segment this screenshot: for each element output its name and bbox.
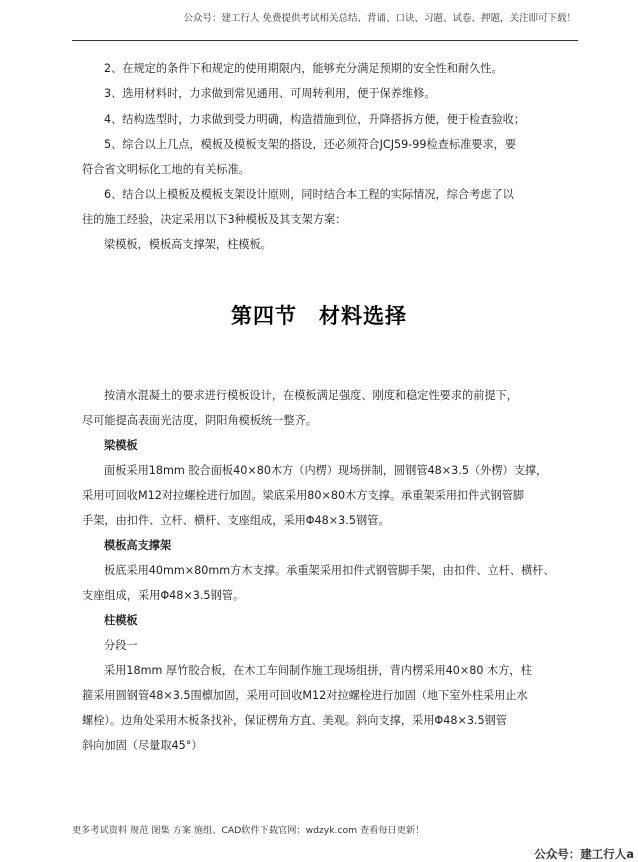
page-footer: 更多考试资料 规范 图集 方案 施组、CAD软件下载官网：wdzyk.com 查看每日更新！ xyxy=(72,825,425,836)
section-number: 第四节 xyxy=(231,303,297,328)
paragraph-item-5-cont: 符合省文明标化工地的有关标准。 xyxy=(82,163,250,176)
section-heading xyxy=(0,300,638,330)
header-divider xyxy=(72,40,578,41)
paragraph-scheme-list: 梁模板，模板高支撑架，柱模板。 xyxy=(104,238,272,251)
paragraph-item-2: 2、在规定的条件下和规定的使用期限内，能够充分满足预期的安全性和耐久性。 xyxy=(104,62,503,75)
column-formwork-title: 柱模板 xyxy=(104,614,138,627)
beam-line-1: 面板采用18mm 胶合面板40×80木方（内楞）现场拼制，圆钢管48×3.5（外楞）支撑， xyxy=(104,464,548,477)
intro-line-1: 按清水混凝土的要求进行模板设计，在模板满足强度、刚度和稳定性要求的前提下， xyxy=(104,389,518,402)
column-line-4: 斜向加固（尽量取45°） xyxy=(82,739,203,752)
column-subsection: 分段一 xyxy=(104,639,138,652)
paragraph-item-4: 4、结构选型时，力求做到受力明确，构造措施到位，升降搭拆方便，便于检查验收； xyxy=(104,113,526,126)
footer-watermark: 公众号：建工行人a xyxy=(534,847,634,861)
column-line-1: 采用18mm 厚竹胶合板，在木工车间制作施工现场组拼，背内楞采用40×80 木方，柱 xyxy=(104,664,532,677)
paragraph-item-3: 3、选用材料时，力求做到常见通用、可周转利用，便于保养维修。 xyxy=(104,87,436,100)
paragraph-item-5: 5、综合以上几点，模板及模板支架的搭设，还必须符合JCJ59-99检查标准要求，要 xyxy=(104,138,517,151)
support-line-1: 板底采用40mm×80mm方木支撑。承重架采用扣件式钢管脚手架，由扣件、立杆、横杆、 xyxy=(104,564,555,577)
intro-line-2: 尽可能提高表面光洁度，阴阳角模板统一整齐。 xyxy=(82,414,317,427)
column-line-2: 箍采用圆钢管48×3.5围檩加固，采用可回收M12对拉螺栓进行加固（地下室外柱采用止水 xyxy=(82,689,528,702)
page-header: 公众号：建工行人 免费提供考试相关总结、背诵、口诀、习题、试卷、押题，关注即可下载！ xyxy=(183,13,576,24)
paragraph-item-6-cont: 往的施工经验，决定采用以下3种模板及其支架方案： xyxy=(82,213,347,226)
beam-line-2: 采用可回收M12对拉螺栓进行加固。梁底采用80×80木方支撑。承重架采用扣件式钢管脚 xyxy=(82,489,525,502)
beam-line-3: 手架，由扣件、立杆、横杆、支座组成，采用Φ48×3.5钢管。 xyxy=(82,514,390,527)
column-line-3: 螺栓）。边角处采用木板条找补，保证楞角方直、美观。斜向支撑，采用Φ48×3.5钢管 xyxy=(82,714,507,727)
support-frame-title: 模板高支撑架 xyxy=(104,539,172,552)
section-title: 材料选择 xyxy=(319,303,407,328)
support-line-2: 支座组成，采用Φ48×3.5钢管。 xyxy=(82,589,245,602)
paragraph-item-6: 6、结合以上模板及模板支架设计原则，同时结合本工程的实际情况，综合考虑了以 xyxy=(104,188,514,201)
beam-formwork-title: 梁模板 xyxy=(104,439,138,452)
